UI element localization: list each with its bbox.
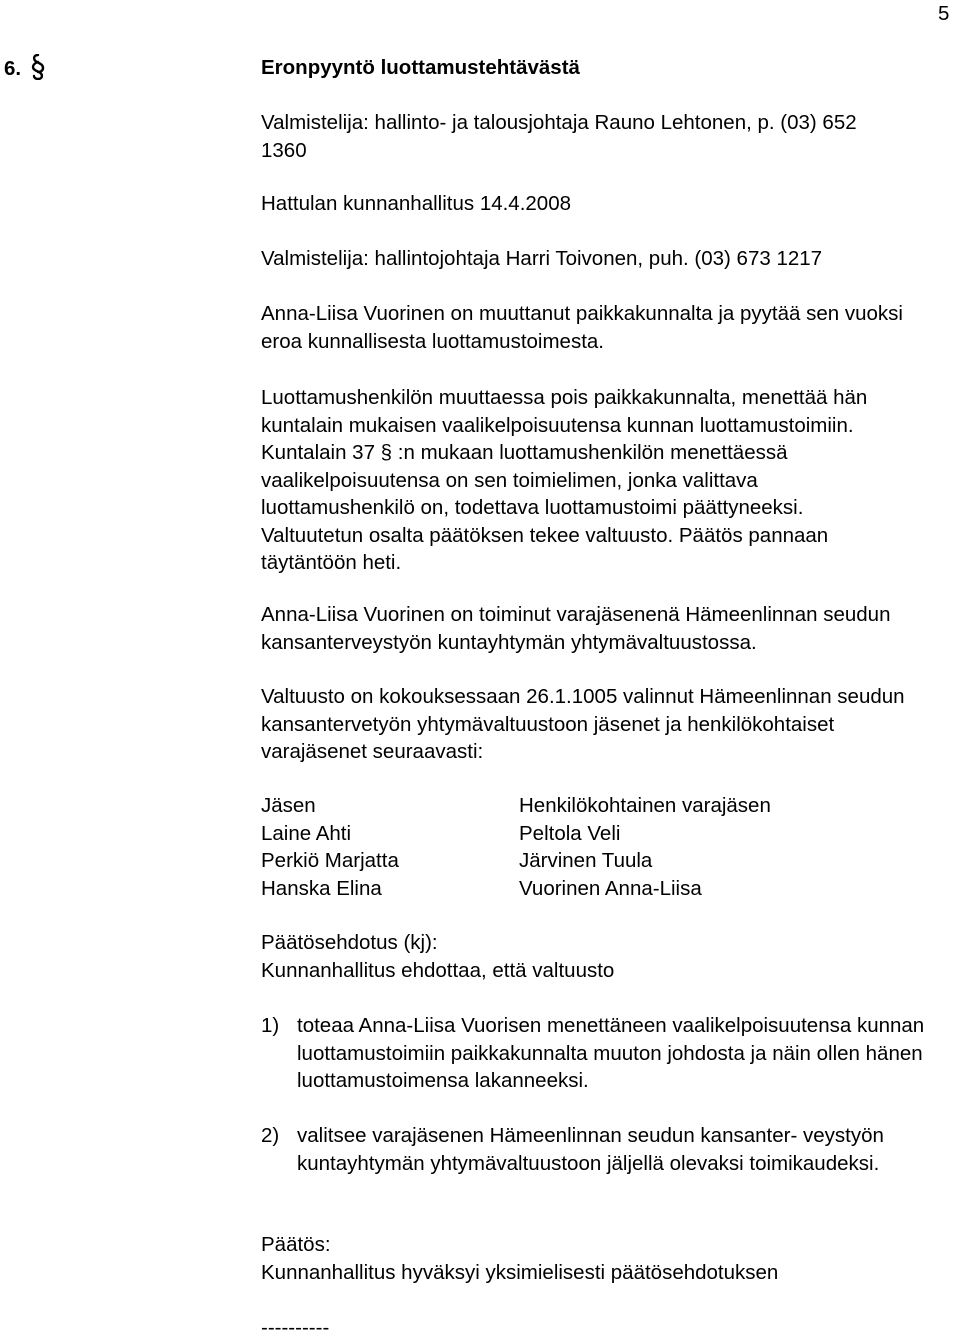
section-number-text: 6. <box>4 57 22 80</box>
section-title: Eronpyyntö luottamustehtävästä <box>261 56 580 79</box>
member-cell: Perkiö Marjatta <box>261 849 399 872</box>
paragraph-legal-basis: Luottamushenkilön muuttaessa pois paikkakunnalta, menettää hän kuntalain mukaisen vaalikelpoisuutensa kunnan luottamustoimiin. Kuntalain 37 § :n mukaan luottamushenkilön menettäessä vaalikelpoisuutensa on sen toimielimen, jonka valittava luottamushenkilö on, todettava luottamustoimi päättyneeksi. Valtuutetun osalta päätöksen tekee valtuusto. Päätös pannaan täytäntöön heti. <box>261 386 868 574</box>
member-cell: Hanska Elina <box>261 876 382 900</box>
member-cell: Laine Ahti <box>261 821 352 845</box>
decision-label: Päätös: <box>261 1233 331 1256</box>
proposal-item-text: valitsee varajäsenen Hämeenlinnan seudun kansanter- veystyön kuntayhtymän yhtymävaltuustoon jäljellä olevaksi toimikaudeksi. <box>297 1124 884 1175</box>
proposal-item-2 <box>261 1122 951 1177</box>
page-number: 5 <box>938 2 950 25</box>
substitute-cell: Peltola Veli <box>519 821 621 845</box>
proposal-item-number: 2) <box>261 1124 280 1147</box>
preparer-line-1: Valmistelija: hallinto- ja talousjohtaja Rauno Lehtonen, p. (03) 652 1360 <box>261 111 857 162</box>
members-header-member: Jäsen <box>261 794 316 817</box>
members-header-substitute: Henkilökohtainen varajäsen <box>519 794 771 817</box>
section-sign-icon <box>31 54 45 80</box>
preparer-line-2: Valmistelija: hallintojohtaja Harri Toivonen, puh. (03) 673 1217 <box>261 247 823 270</box>
members-table <box>261 792 939 902</box>
decision-text: Kunnanhallitus hyväksyi yksimielisesti päätösehdotuksen <box>261 1261 779 1284</box>
substitute-cell: Järvinen Tuula <box>519 849 653 872</box>
separator-line: ---------- <box>261 1316 330 1339</box>
substitute-cell: Vuorinen Anna-Liisa <box>519 876 702 900</box>
proposal-item-1 <box>261 1012 951 1095</box>
paragraph-substitute-role: Anna-Liisa Vuorinen on toiminut varajäsenenä Hämeenlinnan seudun kansanterveystyön kuntayhtymän yhtymävaltuustossa. <box>261 603 891 654</box>
paragraph-election: Valtuusto on kokouksessaan 26.1.1005 valinnut Hämeenlinnan seudun kansantervetyön yhtymävaltuustoon jäsenet ja henkilökohtaiset varajäsenet seuraavasti: <box>261 685 905 763</box>
proposal-item-text: toteaa Anna-Liisa Vuorisen menettäneen vaalikelpoisuutensa kunnan luottamustoimiin paikkakunnalta muuton johdosta ja näin ollen hänen luottamustoimensa lakanneeksi. <box>297 1014 925 1092</box>
section-number <box>4 54 45 83</box>
meeting-line: Hattulan kunnanhallitus 14.4.2008 <box>261 192 572 215</box>
paragraph-resignation: Anna-Liisa Vuorinen on muuttanut paikkakunnalta ja pyytää sen vuoksi eroa kunnallisesta luottamustoimesta. <box>261 302 903 353</box>
proposal-intro: Kunnanhallitus ehdottaa, että valtuusto <box>261 959 615 982</box>
proposal-item-number: 1) <box>261 1014 280 1037</box>
proposal-label: Päätösehdotus (kj): <box>261 931 438 954</box>
